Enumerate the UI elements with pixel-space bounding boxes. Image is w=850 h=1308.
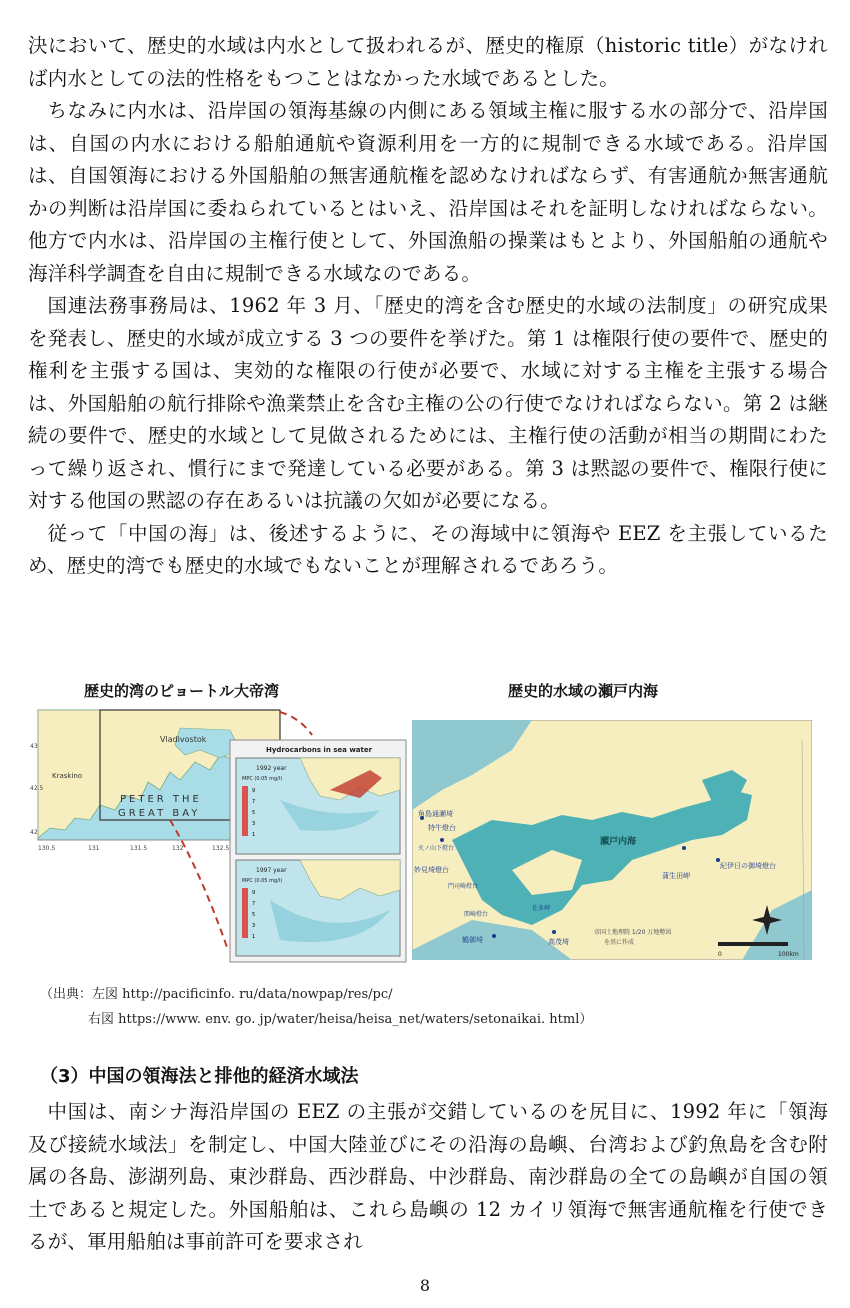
paragraph: 国連法務事務局は、1962 年 3 月、「歴史的湾を含む歴史的水域の法制度」の研究成果を発表し、歴史的水域が成立する 3 つの要件を挙げた。第 1 は権限行使の要件で、歴史的権利を主張する国は、実効的な権限の行使が必要で、水域に対する主権を主張する場合は、外国船舶の航行排除や漁業禁止を含む主権の公の行使でなければならない。第 2 は継続の要件で、歴史的水域として見做されるためには、主権行使の活動が相当の期間にわたって繰り返され、慣行にまで発達している必要がある。第 3 は黙認の要件で、権限行使に対する他国の黙認の存在あるいは抗議の欠如が必要になる。 <box>28 294 828 512</box>
map-label: 角島通瀬埼 <box>418 810 453 818</box>
figure-title-right: 歴史的水域の瀬戸内海 <box>508 682 659 700</box>
map-label: 特牛燈台 <box>428 824 456 832</box>
map-label: 蒲生田岬 <box>662 872 690 880</box>
page-number: 8 <box>419 1276 431 1295</box>
map-label: 紀伊日の御埼燈台 <box>720 862 776 870</box>
scale-tick: 5 <box>252 810 256 816</box>
lat-tick: 42.5 <box>30 785 44 792</box>
bay-label-line1: PETER THE <box>120 794 202 805</box>
map-label: 火ノ山下燈台 <box>418 845 455 852</box>
place-kraskino: Kraskino <box>52 772 83 780</box>
scale-tick: 9 <box>252 890 256 896</box>
lon-tick: 130.5 <box>38 845 56 852</box>
peter-the-great-bay-map <box>30 700 410 970</box>
map-note-line2: を基に作成 <box>604 939 635 946</box>
source-line-1: （出典：左図 http://pacificinfo. ru/data/nowpap/res/pc/ <box>40 987 393 1002</box>
lat-tick: 42 <box>30 829 38 836</box>
paragraph: 中国は、南シナ海沿岸国の EEZ の主張が交錯しているのを尻目に、1992 年に「領海及び接続水域法」を制定し、中国大陸並びにその沿海の島嶼、台湾および釣魚島を含む附属の各島、澎湖列島、東沙群島、西沙群島、中沙群島、南沙群島の全ての島嶼が自国の領土であると規定した。外国船舶は、これら島嶼の 12 カイリ領海で無害通航権を行使できるが、軍用船舶は事前許可を要求され <box>28 1100 828 1253</box>
scale-tick: 9 <box>252 788 256 794</box>
map-label: 門司崎燈台 <box>448 883 479 890</box>
figure-title-left: 歴史的湾のピョートル大帝湾 <box>84 682 280 700</box>
panel2-mpc: MPC (0.05 mg/l) <box>242 878 283 884</box>
seto-inland-sea-map <box>412 720 812 960</box>
paragraph: ちなみに内水は、沿岸国の領海基線の内側にある領域主権に服する水の部分で、沿岸国は、自国の内水における船舶通航や資源利用を一方的に規制できる水域である。沿岸国は、自国領海における外国船舶の無害通航権を認めなければならず、有害通航か無害通航かの判断は沿岸国に委ねられているとはいえ、沿岸国はそれを証明しなければならない。他方で内水は、沿岸国の主権行使として、外国漁船の操業はもとより、外国船舶の通航や海洋科学調査を自由に規制できる水域なのである。 <box>28 99 828 285</box>
map-label: 佐多岬 <box>532 905 551 912</box>
place-vladivostok: Vladivostok <box>160 735 207 744</box>
scale-tick: 1 <box>252 832 256 838</box>
map-label: 鶴御埼 <box>462 936 483 944</box>
scale-tick: 3 <box>252 923 256 929</box>
map-label: 高茂埼 <box>548 938 569 946</box>
map-label-seto: 瀬戸内海 <box>600 837 637 847</box>
section-heading: （3）中国の領海法と排他的経済水域法 <box>40 1066 359 1087</box>
body-text-section <box>28 1096 828 1259</box>
source-line-2: 右図 https://www. env. go. jp/water/heisa/heisa_net/waters/setonaikai. html） <box>88 1012 593 1027</box>
paragraph: 決において、歴史的水域は内水として扱われるが、歴史的権原（historic title）がなければ内水としての法的性格をもつことはなかった水域であるとした。 <box>28 34 828 90</box>
lon-tick: 132.5 <box>212 845 230 852</box>
lat-tick: 43 <box>30 743 38 750</box>
map-label: 妙見埼燈台 <box>414 866 449 874</box>
map-note-line1: 帝国土地理院 1/20 万地勢図 <box>594 929 672 936</box>
bay-label-line2: GREAT BAY <box>118 808 201 819</box>
scale-zero: 0 <box>718 951 722 958</box>
scale-tick: 7 <box>252 901 256 907</box>
panel2-year: 1997 year <box>256 867 287 874</box>
panel1-year: 1992 year <box>256 765 287 772</box>
paragraph: 従って「中国の海」は、後述するように、その海域中に領海や EEZ を主張しているため、歴史的湾でも歴史的水域でもないことが理解されるであろう。 <box>28 521 828 577</box>
scale-tick: 7 <box>252 799 256 805</box>
scale-tick: 3 <box>252 821 256 827</box>
scale-100km: 100km <box>778 951 799 958</box>
panel1-mpc: MPC (0.05 mg/l) <box>242 776 283 782</box>
body-text-top <box>28 30 828 583</box>
lon-tick: 132 <box>172 845 184 852</box>
scale-tick: 5 <box>252 912 256 918</box>
scale-tick: 1 <box>252 934 256 940</box>
lon-tick: 131 <box>88 845 100 852</box>
inset-title: Hydrocarbons in sea water <box>266 746 373 754</box>
map-label: 関崎燈台 <box>464 911 489 918</box>
lon-tick: 131.5 <box>130 845 148 852</box>
